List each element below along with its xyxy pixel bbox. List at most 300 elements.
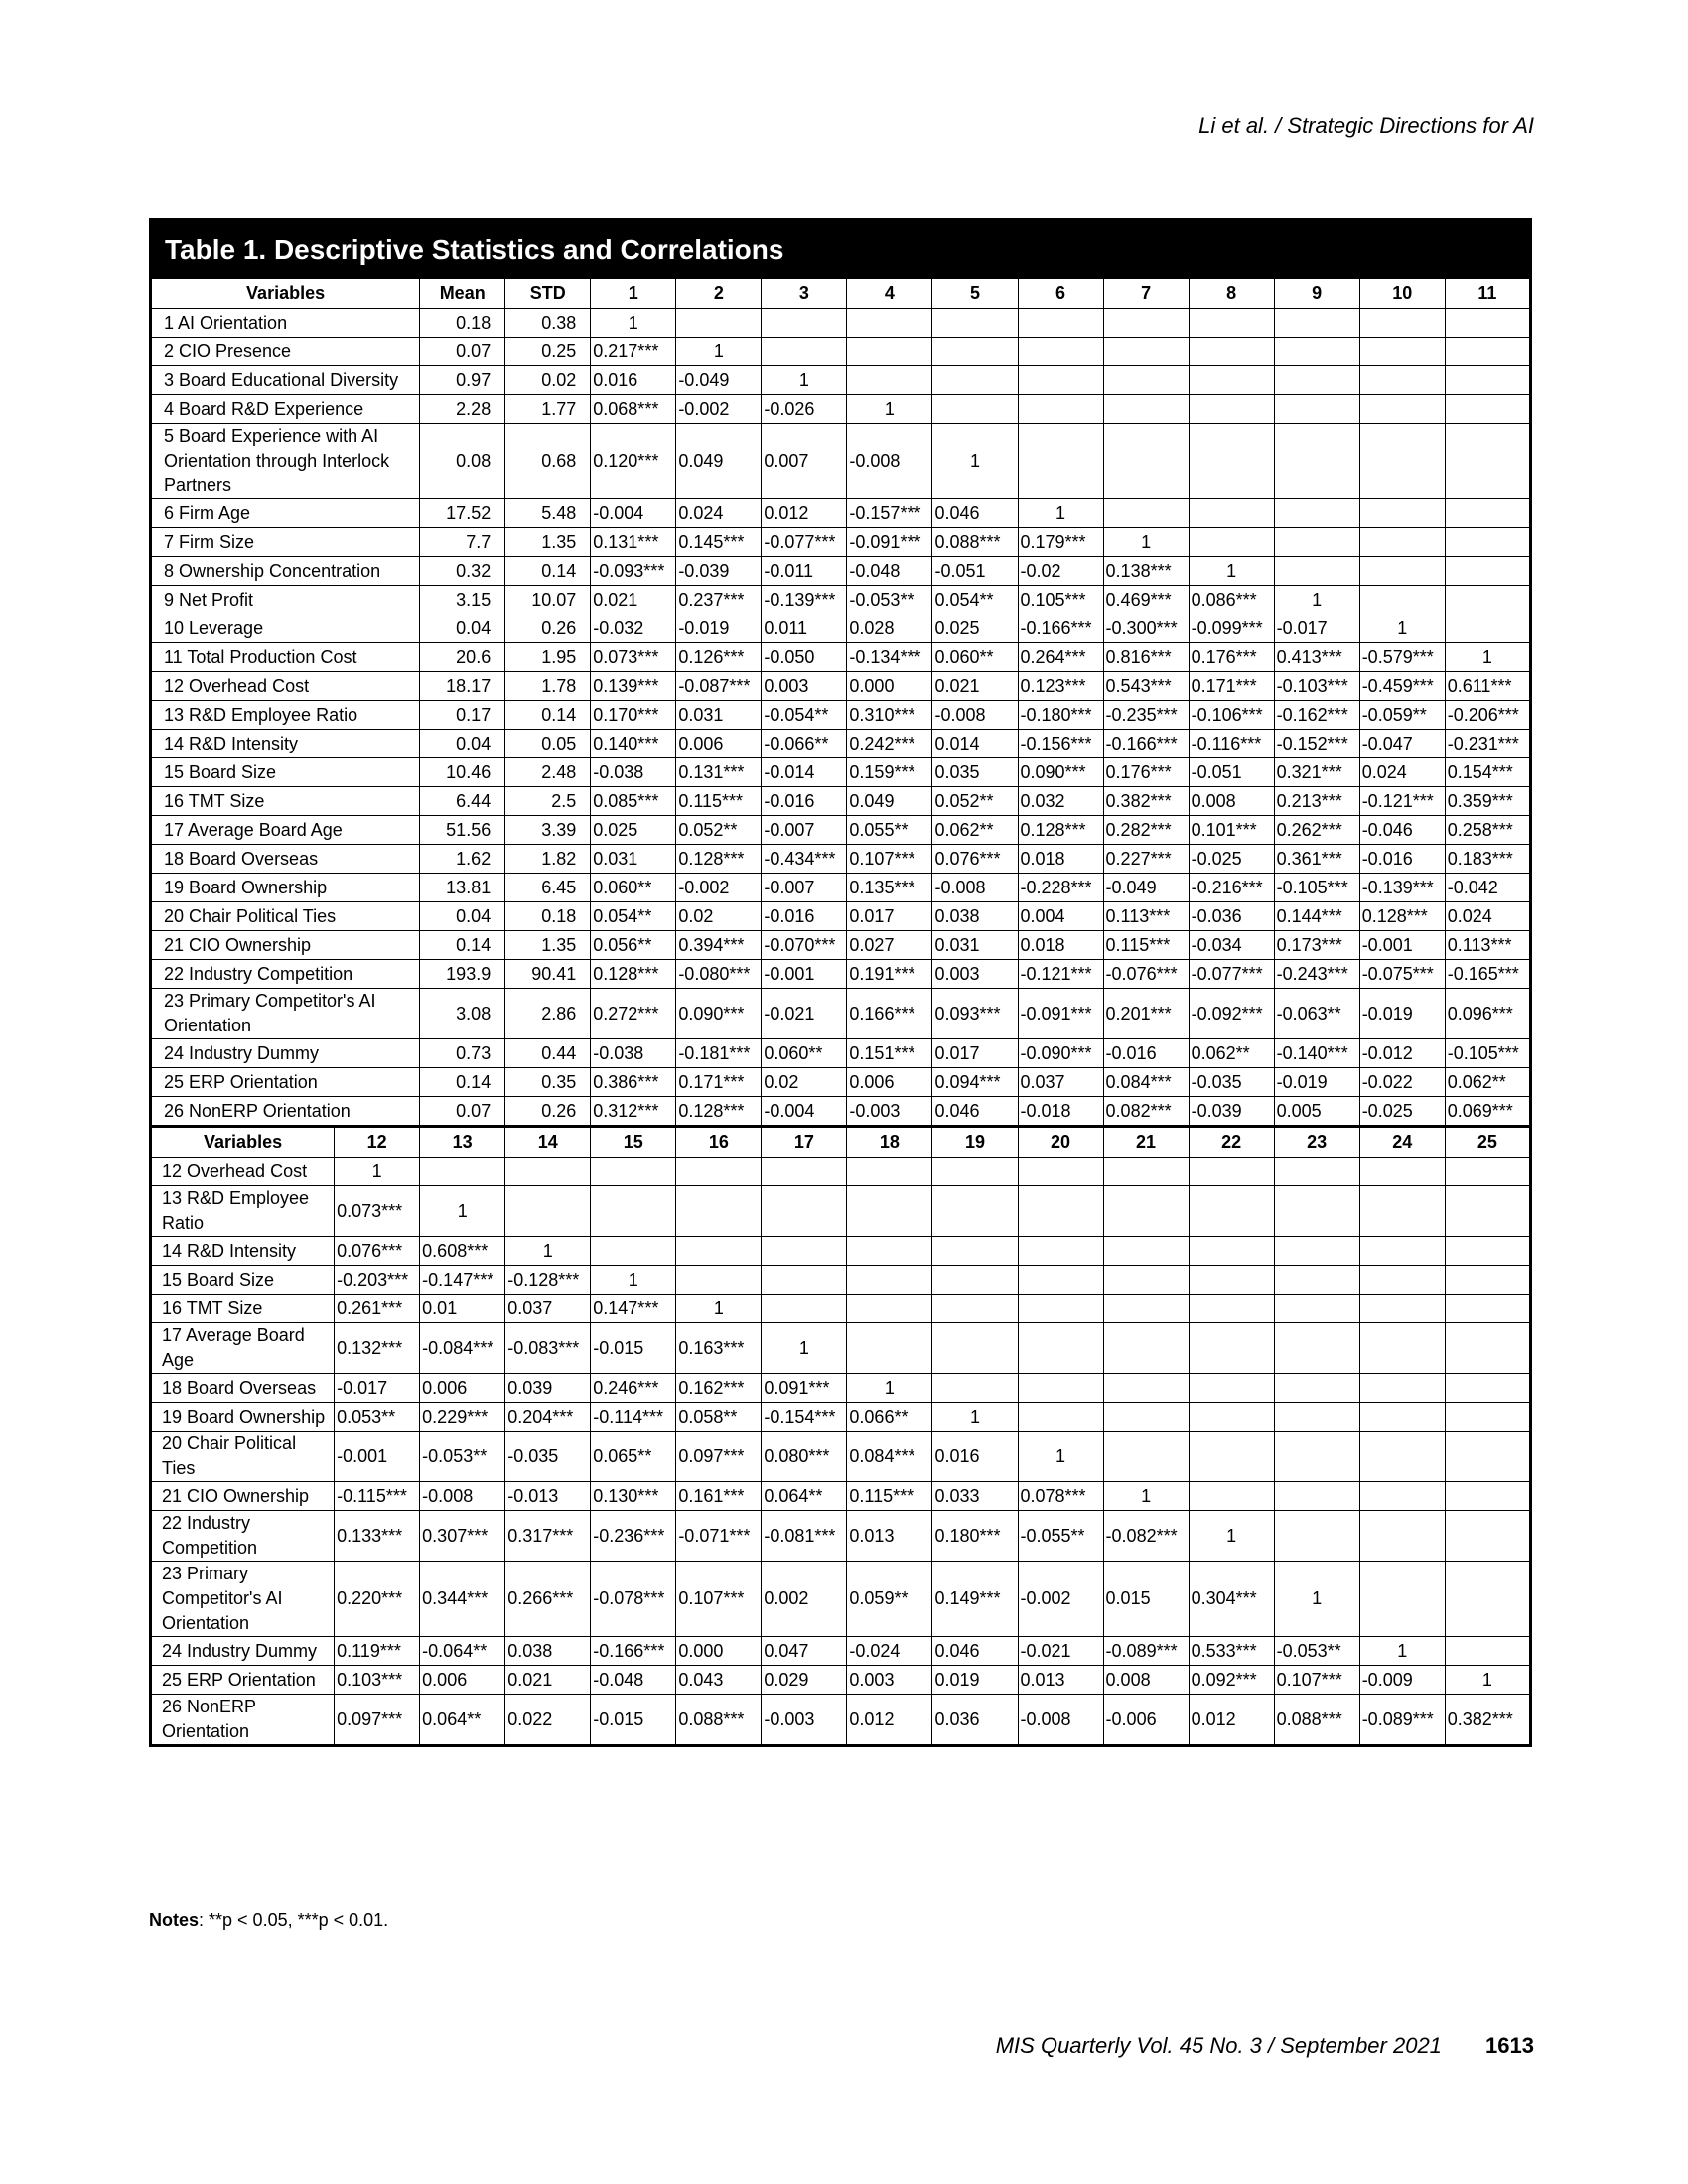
correlation-cell: [1445, 499, 1530, 528]
correlation-cell: 0.171***: [1189, 672, 1274, 701]
std-cell: 1.35: [505, 528, 591, 557]
correlation-cell: -0.035: [505, 1432, 591, 1482]
correlation-cell: -0.007: [762, 874, 847, 902]
correlation-cell: -0.300***: [1103, 614, 1189, 643]
correlation-cell: 0.176***: [1189, 643, 1274, 672]
correlation-cell: -0.166***: [591, 1637, 676, 1666]
correlation-cell: -0.046: [1359, 816, 1445, 845]
correlation-cell: [762, 1295, 847, 1323]
correlation-cell: 0.084***: [1103, 1068, 1189, 1097]
mean-cell: 0.07: [420, 338, 505, 366]
correlation-cell: 0.173***: [1274, 931, 1359, 960]
correlation-cell: -0.063**: [1274, 989, 1359, 1039]
correlation-cell: 0.105***: [1018, 586, 1103, 614]
column-header: 2: [676, 279, 762, 309]
correlation-cell: [932, 1158, 1018, 1186]
table-row: [151, 1068, 1531, 1097]
correlation-cell: [591, 1158, 676, 1186]
mean-cell: 51.56: [420, 816, 505, 845]
correlation-cell: 0.021: [505, 1666, 591, 1695]
row-label: 21 CIO Ownership: [151, 931, 420, 960]
correlation-cell: [1445, 528, 1530, 557]
std-cell: 10.07: [505, 586, 591, 614]
correlation-cell: 0.213***: [1274, 787, 1359, 816]
mean-cell: 0.32: [420, 557, 505, 586]
correlation-cell: [1359, 366, 1445, 395]
correlation-cell: 0.021: [591, 586, 676, 614]
correlation-cell: 0.107***: [847, 845, 932, 874]
correlation-cell: 0.092***: [1189, 1666, 1274, 1695]
correlation-cell: [932, 1295, 1018, 1323]
correlation-cell: [1359, 309, 1445, 338]
table-row: [151, 1323, 1531, 1374]
correlation-cell: 0.003: [847, 1666, 932, 1695]
correlation-cell: -0.016: [762, 787, 847, 816]
row-label: 18 Board Overseas: [151, 845, 420, 874]
correlation-cell: 0.266***: [505, 1562, 591, 1637]
correlation-cell: [1103, 366, 1189, 395]
mean-cell: 0.14: [420, 1068, 505, 1097]
correlation-cell: 0.024: [1445, 902, 1530, 931]
table-row: [151, 395, 1531, 424]
correlation-cell: [1018, 1403, 1103, 1432]
column-header: 9: [1274, 279, 1359, 309]
std-cell: 5.48: [505, 499, 591, 528]
correlation-cell: [847, 1295, 932, 1323]
correlation-cell: 0.006: [676, 730, 762, 758]
std-cell: 0.26: [505, 1097, 591, 1127]
correlation-cell: 0.159***: [847, 758, 932, 787]
correlation-cell: 0.227***: [1103, 845, 1189, 874]
correlation-cell: 0.000: [676, 1637, 762, 1666]
table-row: [151, 528, 1531, 557]
correlation-cell: [1359, 1511, 1445, 1562]
correlation-cell: 0.064**: [420, 1695, 505, 1746]
correlation-cell: [1103, 1323, 1189, 1374]
row-label: 14 R&D Intensity: [151, 1237, 335, 1266]
correlation-cell: -0.099***: [1189, 614, 1274, 643]
correlation-cell: -0.181***: [676, 1039, 762, 1068]
correlation-cell: [1445, 1403, 1530, 1432]
correlation-cell: 0.191***: [847, 960, 932, 989]
row-label: 15 Board Size: [151, 1266, 335, 1295]
correlation-cell: 0.017: [932, 1039, 1018, 1068]
table-row: [151, 701, 1531, 730]
table-row: [151, 758, 1531, 787]
correlation-cell: -0.015: [591, 1695, 676, 1746]
correlation-cell: -0.235***: [1103, 701, 1189, 730]
std-cell: 1.78: [505, 672, 591, 701]
row-label: 12 Overhead Cost: [151, 672, 420, 701]
mean-cell: 0.73: [420, 1039, 505, 1068]
correlation-cell: -0.019: [676, 614, 762, 643]
correlation-cell: -0.103***: [1274, 672, 1359, 701]
table-row: [151, 1482, 1531, 1511]
correlation-cell: -0.080***: [676, 960, 762, 989]
table-row: [151, 1039, 1531, 1068]
correlation-cell: [1274, 1374, 1359, 1403]
correlation-cell: 1: [762, 366, 847, 395]
correlation-cell: [1445, 1295, 1530, 1323]
std-cell: 0.44: [505, 1039, 591, 1068]
std-cell: 0.26: [505, 614, 591, 643]
correlation-cell: -0.066**: [762, 730, 847, 758]
std-cell: 0.14: [505, 701, 591, 730]
correlation-cell: [762, 1186, 847, 1237]
correlation-cell: -0.015: [591, 1323, 676, 1374]
mean-cell: 20.6: [420, 643, 505, 672]
correlation-cell: 0.060**: [762, 1039, 847, 1068]
table-row: [151, 902, 1531, 931]
correlation-cell: 0.046: [932, 499, 1018, 528]
column-header: 3: [762, 279, 847, 309]
column-header: 17: [762, 1127, 847, 1158]
correlation-cell: 0.258***: [1445, 816, 1530, 845]
correlation-cell: -0.032: [591, 614, 676, 643]
table-row: [151, 1695, 1531, 1746]
correlation-cell: 1: [1189, 1511, 1274, 1562]
correlation-cell: -0.092***: [1189, 989, 1274, 1039]
correlation-cell: 0.123***: [1018, 672, 1103, 701]
column-header: 10: [1359, 279, 1445, 309]
correlation-cell: -0.025: [1359, 1097, 1445, 1127]
correlation-cell: -0.082***: [1103, 1511, 1189, 1562]
correlation-cell: [1018, 366, 1103, 395]
correlation-cell: [1274, 1432, 1359, 1482]
correlation-cell: -0.139***: [1359, 874, 1445, 902]
correlation-cell: [1189, 1403, 1274, 1432]
mean-cell: 1.62: [420, 845, 505, 874]
correlation-cell: -0.014: [762, 758, 847, 787]
std-cell: 6.45: [505, 874, 591, 902]
correlation-cell: 0.166***: [847, 989, 932, 1039]
correlation-cell: 0.056**: [591, 931, 676, 960]
row-label: 26 NonERP Orientation: [151, 1695, 335, 1746]
correlation-cell: 0.037: [505, 1295, 591, 1323]
correlation-cell: -0.089***: [1359, 1695, 1445, 1746]
row-label: 22 Industry Competition: [151, 960, 420, 989]
correlation-cell: [1189, 338, 1274, 366]
correlation-cell: [1103, 1237, 1189, 1266]
correlation-cell: 0.097***: [335, 1695, 420, 1746]
correlation-cell: -0.039: [676, 557, 762, 586]
correlation-cell: -0.016: [1103, 1039, 1189, 1068]
correlation-cell: [1445, 424, 1530, 499]
correlation-cell: [847, 1186, 932, 1237]
correlation-cell: 0.128***: [676, 845, 762, 874]
std-cell: 2.86: [505, 989, 591, 1039]
correlation-cell: -0.008: [932, 701, 1018, 730]
table-row: [151, 989, 1531, 1039]
correlation-cell: 0.004: [1018, 902, 1103, 931]
correlation-cell: -0.034: [1189, 931, 1274, 960]
correlation-table: [149, 218, 1532, 1747]
correlation-cell: 0.151***: [847, 1039, 932, 1068]
std-cell: 3.39: [505, 816, 591, 845]
correlation-cell: [932, 309, 1018, 338]
table-row: [151, 1186, 1531, 1237]
correlation-cell: -0.012: [1359, 1039, 1445, 1068]
column-header: 20: [1018, 1127, 1103, 1158]
correlation-cell: 0.054**: [591, 902, 676, 931]
correlation-cell: 0.140***: [591, 730, 676, 758]
correlation-cell: [1274, 424, 1359, 499]
column-header: 4: [847, 279, 932, 309]
correlation-cell: [1274, 1266, 1359, 1295]
correlation-cell: [1445, 1323, 1530, 1374]
correlation-cell: [676, 1186, 762, 1237]
correlation-cell: 0.060**: [591, 874, 676, 902]
correlation-cell: 0.088***: [1274, 1695, 1359, 1746]
row-label: 3 Board Educational Diversity: [151, 366, 420, 395]
table-row: [151, 338, 1531, 366]
correlation-cell: [1359, 1158, 1445, 1186]
correlation-cell: 1: [847, 395, 932, 424]
row-label: 24 Industry Dummy: [151, 1039, 420, 1068]
column-header: 16: [676, 1127, 762, 1158]
row-label: 8 Ownership Concentration: [151, 557, 420, 586]
correlation-cell: [1359, 1295, 1445, 1323]
correlation-cell: 0.035: [932, 758, 1018, 787]
correlation-cell: 0.180***: [932, 1511, 1018, 1562]
correlation-cell: 0.076***: [932, 845, 1018, 874]
correlation-cell: 0.002: [762, 1562, 847, 1637]
correlation-cell: [505, 1186, 591, 1237]
correlation-cell: 0.015: [1103, 1562, 1189, 1637]
correlation-cell: 0.113***: [1445, 931, 1530, 960]
correlation-cell: 0.039: [505, 1374, 591, 1403]
correlation-cell: 0.262***: [1274, 816, 1359, 845]
mean-cell: 0.07: [420, 1097, 505, 1127]
row-label: 25 ERP Orientation: [151, 1068, 420, 1097]
correlation-cell: [1359, 1186, 1445, 1237]
correlation-cell: 0.382***: [1103, 787, 1189, 816]
correlation-cell: [1274, 1237, 1359, 1266]
table-row: [151, 1266, 1531, 1295]
correlation-cell: -0.231***: [1445, 730, 1530, 758]
correlation-cell: 0.139***: [591, 672, 676, 701]
correlation-cell: 0.016: [932, 1432, 1018, 1482]
correlation-cell: 0.049: [676, 424, 762, 499]
correlation-cell: [1445, 309, 1530, 338]
row-label: 6 Firm Age: [151, 499, 420, 528]
correlation-cell: [1274, 395, 1359, 424]
mean-cell: 0.04: [420, 902, 505, 931]
row-label: 19 Board Ownership: [151, 874, 420, 902]
table-title: Table 1. Descriptive Statistics and Correlations: [149, 218, 1532, 278]
mean-cell: 0.17: [420, 701, 505, 730]
correlation-cell: 0.131***: [591, 528, 676, 557]
mean-cell: 0.08: [420, 424, 505, 499]
correlation-cell: [1189, 1186, 1274, 1237]
table-row: [151, 1158, 1531, 1186]
correlation-cell: [1103, 499, 1189, 528]
correlation-cell: [1103, 1186, 1189, 1237]
column-header: 19: [932, 1127, 1018, 1158]
correlation-cell: -0.008: [420, 1482, 505, 1511]
correlation-cell: -0.165***: [1445, 960, 1530, 989]
correlation-cell: [1274, 1323, 1359, 1374]
correlation-cell: 0.090***: [676, 989, 762, 1039]
table-row: [151, 366, 1531, 395]
correlation-cell: -0.038: [591, 758, 676, 787]
correlation-cell: [1189, 366, 1274, 395]
column-header: 12: [335, 1127, 420, 1158]
correlation-cell: 0.012: [847, 1695, 932, 1746]
correlation-cell: 0.132***: [335, 1323, 420, 1374]
correlation-cell: [847, 1323, 932, 1374]
correlation-cell: 0.128***: [591, 960, 676, 989]
correlation-cell: [1274, 528, 1359, 557]
table-row: [151, 874, 1531, 902]
correlation-cell: -0.121***: [1018, 960, 1103, 989]
correlation-cell: -0.154***: [762, 1403, 847, 1432]
correlation-cell: 0.608***: [420, 1237, 505, 1266]
correlation-cell: [932, 395, 1018, 424]
correlation-cell: 0.060**: [932, 643, 1018, 672]
correlation-cell: 0.413***: [1274, 643, 1359, 672]
correlation-cell: [1103, 309, 1189, 338]
correlation-cell: [932, 1374, 1018, 1403]
correlation-cell: [1103, 424, 1189, 499]
correlation-cell: 0.138***: [1103, 557, 1189, 586]
std-cell: 1.77: [505, 395, 591, 424]
correlation-cell: -0.049: [676, 366, 762, 395]
correlation-cell: 0.091***: [762, 1374, 847, 1403]
correlation-cell: 0.073***: [591, 643, 676, 672]
correlation-cell: 0.005: [1274, 1097, 1359, 1127]
correlation-cell: -0.180***: [1018, 701, 1103, 730]
std-cell: 1.35: [505, 931, 591, 960]
correlation-cell: -0.053**: [420, 1432, 505, 1482]
table-row: [151, 1562, 1531, 1637]
correlation-cell: 0.049: [847, 787, 932, 816]
correlation-cell: 0.037: [1018, 1068, 1103, 1097]
row-label: 21 CIO Ownership: [151, 1482, 335, 1511]
mean-cell: 2.28: [420, 395, 505, 424]
correlation-cell: [1359, 424, 1445, 499]
correlation-cell: [1274, 338, 1359, 366]
std-cell: 0.38: [505, 309, 591, 338]
correlation-cell: 0.101***: [1189, 816, 1274, 845]
correlation-cell: -0.002: [1018, 1562, 1103, 1637]
correlation-cell: -0.075***: [1359, 960, 1445, 989]
correlation-cell: 0.013: [1018, 1666, 1103, 1695]
std-cell: 0.68: [505, 424, 591, 499]
correlation-cell: [1274, 499, 1359, 528]
table-row: [151, 1666, 1531, 1695]
correlation-cell: 0.163***: [676, 1323, 762, 1374]
correlation-cell: -0.004: [591, 499, 676, 528]
column-header: Mean: [420, 279, 505, 309]
correlation-cell: [1103, 395, 1189, 424]
correlation-cell: 0.027: [847, 931, 932, 960]
correlation-cell: -0.078***: [591, 1562, 676, 1637]
correlation-cell: -0.016: [762, 902, 847, 931]
correlation-cell: [932, 1237, 1018, 1266]
correlation-cell: 1: [1018, 499, 1103, 528]
correlation-cell: 0.144***: [1274, 902, 1359, 931]
correlation-cell: [1018, 395, 1103, 424]
page-number: 1613: [1485, 2033, 1534, 2058]
correlation-cell: 0.382***: [1445, 1695, 1530, 1746]
correlation-cell: [1018, 424, 1103, 499]
correlation-cell: 1: [1445, 1666, 1530, 1695]
std-cell: 0.35: [505, 1068, 591, 1097]
correlation-cell: 0.031: [591, 845, 676, 874]
std-cell: 0.05: [505, 730, 591, 758]
column-header: 7: [1103, 279, 1189, 309]
row-label: 17 Average Board Age: [151, 1323, 335, 1374]
correlation-cell: 0.006: [847, 1068, 932, 1097]
correlation-cell: -0.243***: [1274, 960, 1359, 989]
correlation-cell: 0.272***: [591, 989, 676, 1039]
correlation-cell: 0.029: [762, 1666, 847, 1695]
correlation-cell: 0.176***: [1103, 758, 1189, 787]
correlation-cell: -0.019: [1274, 1068, 1359, 1097]
correlation-cell: 0.093***: [932, 989, 1018, 1039]
correlation-cell: 0.816***: [1103, 643, 1189, 672]
correlation-cell: 0.317***: [505, 1511, 591, 1562]
correlation-cell: 0.031: [932, 931, 1018, 960]
correlation-cell: 0.145***: [676, 528, 762, 557]
correlation-cell: 0.064**: [762, 1482, 847, 1511]
correlation-cell: 0.469***: [1103, 586, 1189, 614]
correlation-cell: 1: [1103, 528, 1189, 557]
row-label: 9 Net Profit: [151, 586, 420, 614]
correlation-cell: -0.053**: [1274, 1637, 1359, 1666]
correlation-cell: 0.047: [762, 1637, 847, 1666]
correlation-cell: 0.025: [591, 816, 676, 845]
correlation-cell: -0.115***: [335, 1482, 420, 1511]
correlation-cell: 0.161***: [676, 1482, 762, 1511]
correlation-cell: -0.203***: [335, 1266, 420, 1295]
correlation-cell: -0.051: [1189, 758, 1274, 787]
correlation-cell: [1359, 528, 1445, 557]
correlation-cell: -0.139***: [762, 586, 847, 614]
column-header: 15: [591, 1127, 676, 1158]
correlation-cell: [591, 1186, 676, 1237]
correlation-cell: [1445, 1511, 1530, 1562]
correlation-cell: -0.003: [847, 1097, 932, 1127]
correlation-cell: 1: [1359, 1637, 1445, 1666]
correlation-cell: 0.204***: [505, 1403, 591, 1432]
table-row: [151, 1374, 1531, 1403]
correlation-cell: 0.032: [1018, 787, 1103, 816]
correlation-cell: 0.149***: [932, 1562, 1018, 1637]
row-label: 14 R&D Intensity: [151, 730, 420, 758]
correlation-cell: [676, 1266, 762, 1295]
header-row: [151, 279, 1531, 309]
table-row: [151, 845, 1531, 874]
correlation-cell: [1274, 557, 1359, 586]
correlation-cell: 0.128***: [1018, 816, 1103, 845]
table-row: [151, 586, 1531, 614]
correlation-cell: 0.018: [1018, 845, 1103, 874]
correlation-cell: [1018, 1186, 1103, 1237]
correlation-cell: [1189, 1374, 1274, 1403]
correlation-cell: [762, 1158, 847, 1186]
correlation-cell: 0.082***: [1103, 1097, 1189, 1127]
row-label: 2 CIO Presence: [151, 338, 420, 366]
correlation-cell: [1445, 338, 1530, 366]
correlation-cell: 0.012: [762, 499, 847, 528]
correlation-cell: -0.071***: [676, 1511, 762, 1562]
correlation-cell: 0.154***: [1445, 758, 1530, 787]
correlation-cell: -0.004: [762, 1097, 847, 1127]
correlation-cell: -0.166***: [1103, 730, 1189, 758]
table-row: [151, 1295, 1531, 1323]
